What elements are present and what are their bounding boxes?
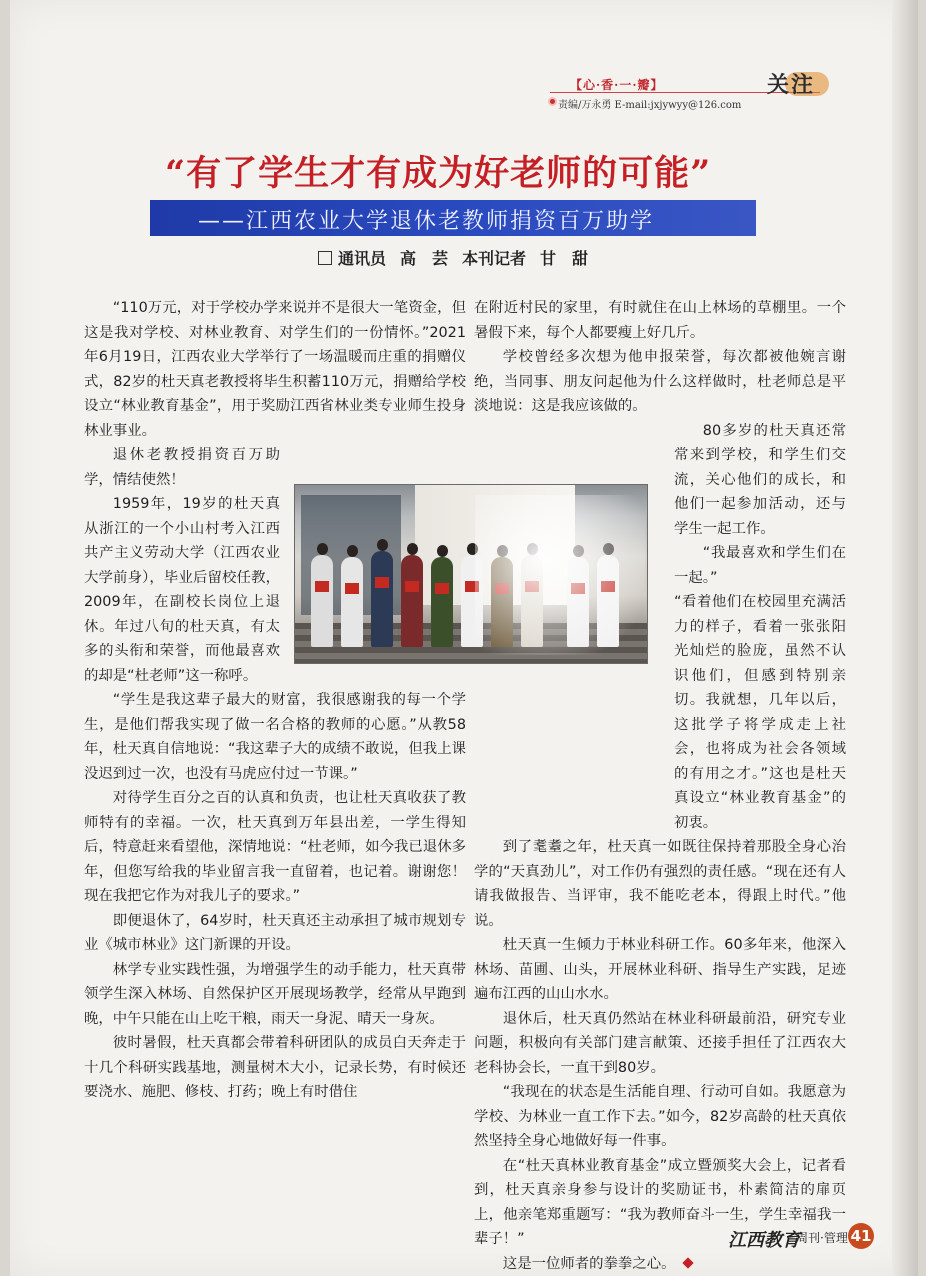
paragraph: “我现在的状态是生活能自理、行动可自如。我愿意为学校、为林业一直工作下去。”如今，82岁高龄的杜天真依然坚持全身心地做好每一件事。 — [474, 1084, 846, 1149]
paragraph: 在“杜天真林业教育基金”成立暨颁奖大会上，记者看到，杜天真亲身参与设计的奖励证书，朴素简洁的扉页上，他亲笔郑重题写：“我为教师奋斗一生，学生幸福我一辈子！” — [474, 1157, 846, 1247]
photo-person — [341, 557, 363, 647]
article-subtitle: ——江西农业大学退休老教师捐资百万助学 — [198, 209, 655, 234]
end-diamond-icon — [682, 1257, 693, 1268]
paragraph: “学生是我这辈子最大的财富，我很感谢我的每一个学生，是他们帮我实现了做一名合格的教师的心愿。”从教58年，杜天真自信地说：“我这辈子大的成绩不敢说，但我上课没迟到过一次，也没有马虎应付过一节课。” — [84, 692, 466, 782]
closing-text: 这是一位师者的拳拳之心。 — [502, 1255, 676, 1272]
photo-person — [311, 555, 333, 647]
magazine-edition: 周刊·管理 — [796, 1231, 848, 1245]
paragraph: 80多岁的杜天真还常常来到学校，和学生们交流，关心他们的成长，和他们一起参加活动，还与学生一起工作。 — [674, 422, 846, 537]
page-gutter — [892, 0, 918, 1276]
closing-paragraph — [474, 1252, 846, 1276]
byline — [318, 246, 588, 269]
paragraph: “110万元，对于学校办学来说并不是很大一笔资金，但这是我对学校、对林业教育、对学生们的一份情怀。”2021年6月19日，江西农业大学举行了一场温暖而庄重的捐赠仪式，82岁的杜天真老教授将毕生积蓄110万元，捐赠给学校设立“林业教育基金”，用于奖励江西省林业类专业师生投身林业事业。 — [84, 300, 466, 439]
magazine-brand: 江西教育 — [728, 1230, 800, 1251]
left-column — [84, 296, 466, 1105]
column-tag: 【心·香·一·瓣】 — [570, 78, 664, 92]
paragraph: 即便退休了，64岁时，杜天真还主动承担了城市规划专业《城市林业》这门新课的开设。 — [84, 912, 466, 953]
editor-contact: 责编/万永勇 E-mail:jxjywyy@126.com — [558, 100, 742, 111]
paragraph: 林学专业实践性强，为增强学生的动手能力，杜天真带领学生深入林场、自然保护区开展现场教学，经常从早跑到晚，中午只能在山上吃干粮，雨天一身泥、晴天一身灰。 — [84, 961, 466, 1027]
paragraph: “看着他们在校园里充满活力的样子，看着一张张阳光灿烂的脸庞，虽然不认识他们，但感到特别亲切。我就想，几年以后，这批学子将学成走上社会，也将成为社会各领域的有用之才。”这也是杜天真设立“林业教育基金”的初衷。 — [674, 594, 846, 831]
paragraph: 1959年，19岁的杜天真从浙江的一个小山村考入江西共产主义劳动大学（江西农业大学前身），毕业后留校任教，2009年，在副校长岗位上退休。年过八旬的杜天真，有太多的头衔和荣誉，而他最喜欢的却是“杜老师”这一称呼。 — [84, 496, 280, 684]
paragraph: 对待学生百分之百的认真和负责，也让杜天真收获了教师特有的幸福。一次，杜天真到万年县出差，一学生得知后，特意赶来看望他，深情地说：“杜老师，如今我已退休多年，但您写给我的毕业留言我一直留着，也记着。谢谢您！现在我把它作为对我儿子的要求。” — [84, 790, 466, 904]
section-logo — [767, 68, 825, 100]
byline-box-icon — [318, 251, 332, 265]
byline-name-2: 甘 甜 — [540, 249, 589, 268]
right-column — [474, 296, 846, 1276]
section-logo-text: 关注 — [767, 72, 816, 98]
page-number: 41 — [848, 1223, 874, 1249]
paragraph: “我最喜欢和学生们在一起。” — [674, 545, 846, 586]
editor-dot-icon — [548, 97, 557, 106]
byline-name-1: 高 芸 — [400, 249, 449, 268]
paragraph: 彼时暑假，杜天真都会带着科研团队的成员白天奔走于十几个科研实践基地，测量树木大小，记录长势，有时候还要浇水、施肥、修枝、打药；晚上有时借住 — [84, 1035, 466, 1100]
paragraph: 到了耄耋之年，杜天真一如既往保持着那股全身心治学的“天真劲儿”，对工作仍有强烈的责任感。“现在还有人请我做报告、当评审，我不能吃老本，得跟上时代。”他说。 — [474, 839, 846, 929]
photo-person — [371, 551, 393, 647]
byline-role-1: 通讯员 — [338, 249, 387, 268]
section-subhead: 退休老教授捐资百万助学，情结使然！ — [84, 447, 280, 488]
article-title: “有了学生才有成为好老师的可能” — [165, 153, 712, 194]
group-photo — [294, 484, 648, 664]
photo-person — [401, 555, 423, 647]
paragraph: 退休后，杜天真仍然站在林业科研最前沿，研究专业问题，积极向有关部门建言献策、还接手担任了江西农大老科协会长，一直干到80岁。 — [474, 1010, 846, 1076]
photo-person — [431, 557, 453, 647]
paragraph: 在附近村民的家里，有时就住在山上林场的草棚里。一个暑假下来，每个人都要瘦上好几斤。 — [474, 300, 846, 341]
photo-glare — [475, 495, 645, 655]
byline-role-2: 本刊记者 — [462, 249, 527, 268]
paragraph: 学校曾经多次想为他申报荣誉，每次都被他婉言谢绝，当同事、朋友问起他为什么这样做时，杜老师总是平淡地说：这是我应该做的。 — [474, 349, 846, 414]
paragraph: 杜天真一生倾力于林业科研工作。60多年来，他深入林场、苗圃、山头，开展林业科研、指导生产实践，足迹遍布江西的山山水水。 — [474, 937, 846, 1002]
magazine-page — [10, 0, 918, 1276]
